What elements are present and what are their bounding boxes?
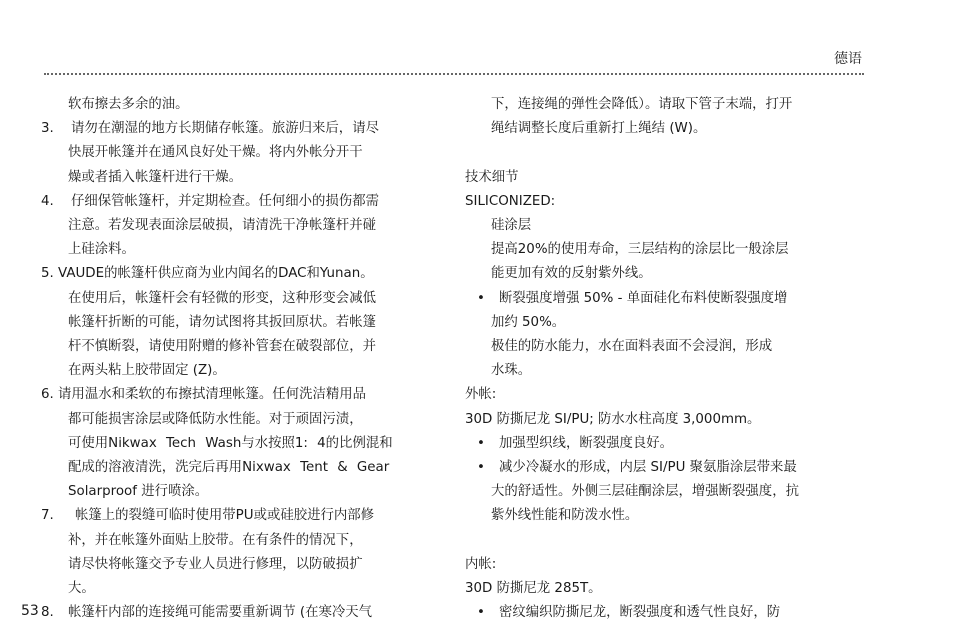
siliconized-water: 极佳的防水能力，水在面料表面不会浸润，形成: [491, 339, 773, 355]
outer-bullet: [465, 432, 860, 456]
list-item-3: [41, 117, 438, 190]
left-column: [41, 93, 438, 625]
item-line: 大。: [68, 581, 95, 597]
item-line: 快展开帐篷并在通风良好处干燥。将内外帐分开干: [68, 145, 363, 161]
item-line: 上硅涂料。: [68, 242, 135, 258]
bullet-line: • 减少冷凝水的形成，内层 SI/PU 聚氨脂涂层带来最: [489, 456, 860, 480]
siliconized-desc: 能更加有效的反射紫外线。: [491, 266, 652, 282]
outer-tent-label: 外帐:: [465, 387, 497, 403]
item-line: 请勿在潮湿的地方长期储存帐篷。旅游归来后，请尽: [71, 121, 379, 137]
siliconized-bullet: [465, 287, 860, 335]
item-line: 帐篷上的裂缝可临时使用带PU或或硅胶进行内部修: [75, 508, 375, 524]
item-line: 帐篷杆内部的连接绳可能需要重新调节 (在寒冷天气: [68, 605, 373, 621]
inner-tent-label: 内帐:: [465, 556, 497, 572]
item-number: 3.: [41, 121, 54, 137]
item-line: 都可能损害涂层或降低防水性能。对于顽固污渍，: [68, 411, 363, 427]
bullet-line: 大的舒适性。外侧三层硅酮涂层，增强断裂强度，抗: [491, 484, 799, 500]
continuation-line: 下，连接绳的弹性会降低）。请取下管子末端，打开: [491, 97, 793, 112]
inner-bullet: [465, 601, 860, 625]
item-line: Solarproof 进行喷涂。: [68, 484, 209, 500]
continuation-line: 绳结调整长度后重新打上绳结 (W)。: [491, 121, 707, 137]
item-line: 可使用Nikwax Tech Wash与水按照1: 4的比例混和: [68, 435, 393, 451]
item-number: 7.: [41, 508, 54, 524]
bullet-line: 加约 50%。: [491, 314, 566, 330]
item-line: 补，并在帐篷外面贴上胶带。在有条件的情况下，: [68, 532, 363, 548]
tech-details-heading: 技术细节: [465, 169, 519, 185]
siliconized-label: SILICONIZED:: [465, 193, 556, 209]
header-divider: [44, 73, 864, 75]
item-line: 仔细保管帐篷杆，并定期检查。任何细小的损伤都需: [71, 193, 379, 209]
item-number: 5.: [41, 266, 54, 282]
outer-bullet: [465, 456, 860, 529]
item-line: 帐篷杆折断的可能，请勿试图将其扳回原状。若帐篷: [68, 314, 376, 330]
item-line: 杆不慎断裂，请使用附赠的修补管套在破裂部位，并: [68, 339, 376, 355]
siliconized-sub: 硅涂层: [491, 218, 532, 233]
header-language: 德语: [834, 51, 862, 67]
item-line-text: VAUDE的帐篷杆供应商为业内闻名的DAC和Yunan。: [58, 266, 374, 282]
item-line-text: 请用温水和柔软的布擦拭清理帐篷。任何洗洁精用品: [58, 387, 367, 403]
item-line: 燥或者插入帐篷杆进行干燥。: [68, 169, 243, 185]
bullet-line: • 断裂强度增强 50% - 单面硅化布料使断裂强度增: [489, 287, 860, 311]
right-column: [465, 93, 860, 625]
item-number: 4.: [41, 193, 54, 209]
inner-tent-spec: 30D 防撕尼龙 285T。: [465, 581, 602, 597]
item-line: [41, 383, 438, 407]
list-item-6: [41, 383, 438, 504]
intro-continuation: 软布擦去多余的油。: [68, 97, 189, 112]
list-item-5: [41, 262, 438, 383]
list-item-7: [41, 504, 438, 601]
bullet-line: 紫外线性能和防泼水性。: [491, 508, 639, 524]
spacer: [465, 141, 860, 165]
item-number: 8.: [41, 605, 54, 621]
item-line: 请尽快将帐篷交予专业人员进行修理，以防破损扩: [68, 556, 363, 572]
page-number: 53: [21, 603, 39, 619]
outer-tent-spec: 30D 防撕尼龙 SI/PU; 防水水柱高度 3,000mm。: [465, 411, 761, 427]
item-line: 在两头粘上胶带固定 (Z)。: [68, 363, 226, 379]
bullet-line: • 密纹编织防撕尼龙，断裂强度和透气性良好，防: [489, 601, 860, 625]
item-line: 配成的溶液清洗，洗完后再用Nixwax Tent & Gear: [68, 460, 390, 476]
siliconized-water: 水珠。: [491, 363, 532, 379]
list-item-8: [41, 601, 438, 625]
siliconized-desc: 提高20%的使用寿命，三层结构的涂层比一般涂层: [491, 242, 789, 258]
item-line: [41, 262, 438, 286]
list-item-4: [41, 190, 438, 263]
item-line: 注意。若发现表面涂层破损，请清洗干净帐篷杆并碰: [68, 218, 376, 234]
spacer: [465, 529, 860, 553]
item-line: 在使用后，帐篷杆会有轻微的形变，这种形变会减低: [68, 290, 376, 306]
bullet-line: • 加强型织线，断裂强度良好。: [489, 432, 860, 456]
item-number: 6.: [41, 387, 54, 403]
